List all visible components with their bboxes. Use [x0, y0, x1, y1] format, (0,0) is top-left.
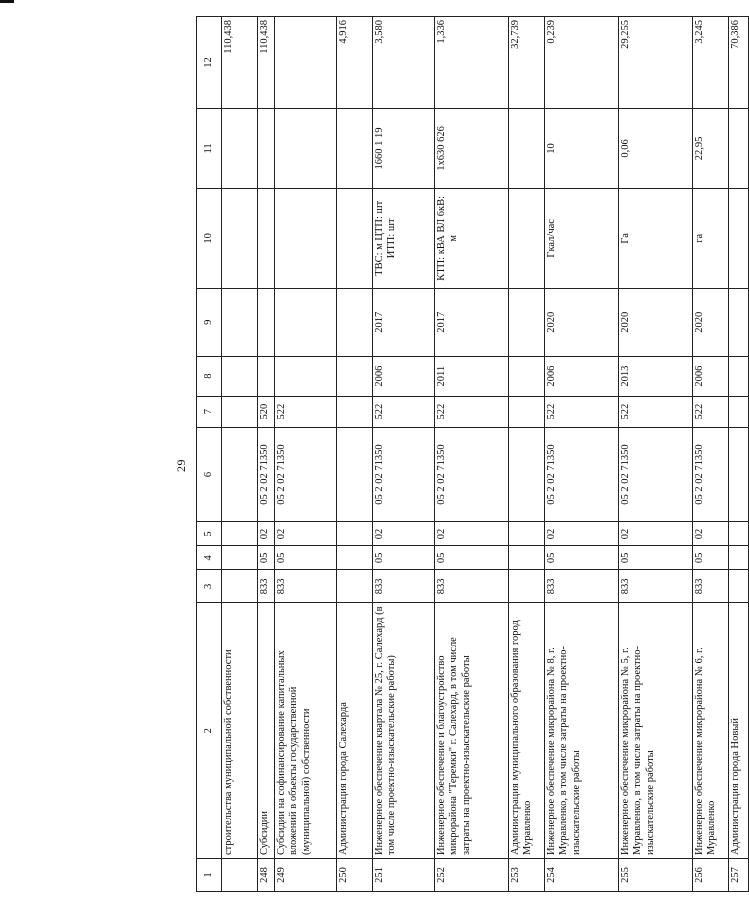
table-cell: [337, 356, 373, 396]
table-cell: [337, 188, 373, 288]
table-cell: [729, 109, 749, 189]
table-cell: 02: [619, 522, 693, 546]
table-cell: 05: [373, 546, 435, 570]
table-cell: 2020: [545, 288, 619, 356]
header-cell: 2: [197, 603, 222, 859]
header-cell: 5: [197, 522, 222, 546]
amount-cell: 3,245: [693, 17, 729, 109]
table-row: [729, 17, 749, 892]
table-cell: [509, 427, 545, 522]
table-cell: [729, 288, 749, 356]
table-cell: [337, 396, 373, 427]
row-number-cell: 255: [619, 859, 693, 892]
header-cell: 4: [197, 546, 222, 570]
table-cell: [222, 546, 258, 570]
table-row: [545, 17, 619, 892]
rotated-content: [16, 16, 741, 892]
row-number-cell: 256: [693, 859, 729, 892]
table-cell: [337, 546, 373, 570]
amount-cell: 4,916: [337, 17, 373, 109]
table-header-row: [197, 17, 222, 892]
table-cell: 1660 1 19: [373, 109, 435, 189]
table-row: [509, 17, 545, 892]
row-number-cell: 253: [509, 859, 545, 892]
header-cell: 11: [197, 109, 222, 189]
header-cell: 8: [197, 356, 222, 396]
page-number: 29: [174, 459, 188, 472]
table-cell: 2011: [435, 356, 509, 396]
table-cell: 22,95: [693, 109, 729, 189]
table-cell: [275, 288, 337, 356]
table-cell: [222, 188, 258, 288]
table-cell: 522: [545, 396, 619, 427]
table-cell: 05 2 02 71350: [258, 427, 275, 522]
row-number-cell: [222, 859, 258, 892]
table-row: [275, 17, 337, 892]
table-cell: 02: [435, 522, 509, 546]
amount-cell: 3,580: [373, 17, 435, 109]
table-cell: [509, 570, 545, 603]
table-cell: 05 2 02 71350: [373, 427, 435, 522]
table-row: [619, 17, 693, 892]
table-cell: [729, 396, 749, 427]
table-cell: [258, 109, 275, 189]
table-cell: [222, 522, 258, 546]
table-cell: 02: [693, 522, 729, 546]
table-cell: КТП: кВА ВЛ 6кВ: м: [435, 188, 509, 288]
table-cell: 522: [373, 396, 435, 427]
table-row: [222, 17, 258, 892]
table-row: [435, 17, 509, 892]
table-cell: 0,06: [619, 109, 693, 189]
row-number-cell: 248: [258, 859, 275, 892]
table-cell: 05: [435, 546, 509, 570]
table-cell: [275, 356, 337, 396]
header-cell: 6: [197, 427, 222, 522]
row-number-cell: 257: [729, 859, 749, 892]
table-cell: 05 2 02 71350: [435, 427, 509, 522]
budget-table: [196, 16, 749, 892]
header-cell: 9: [197, 288, 222, 356]
table-cell: 833: [693, 570, 729, 603]
row-number-cell: 252: [435, 859, 509, 892]
table-cell: [275, 188, 337, 288]
row-name-cell: Субсидии: [258, 603, 275, 859]
table-cell: 05: [275, 546, 337, 570]
table-cell: [509, 396, 545, 427]
table-cell: [509, 356, 545, 396]
amount-cell: 29,255: [619, 17, 693, 109]
table-cell: [729, 356, 749, 396]
table-cell: 833: [275, 570, 337, 603]
table-row: [337, 17, 373, 892]
table-cell: 522: [275, 396, 337, 427]
table-row: [373, 17, 435, 892]
table-cell: [222, 109, 258, 189]
table-row: [693, 17, 729, 892]
table-cell: [509, 546, 545, 570]
table-cell: 522: [693, 396, 729, 427]
amount-cell: 70,386: [729, 17, 749, 109]
table-cell: [509, 188, 545, 288]
row-name-cell: строительства муниципальной собственности: [222, 603, 258, 859]
table-cell: 02: [258, 522, 275, 546]
row-name-cell: Инженерное обеспечение квартала № 25, г. Салехард (в том числе проектно-изыскательские работы): [373, 603, 435, 859]
table-cell: 05: [545, 546, 619, 570]
table-cell: 05: [619, 546, 693, 570]
table-cell: 2020: [693, 288, 729, 356]
row-name-cell: Инженерное обеспечение микрорайона № 8, г. Муравленко, в том числе затраты на проектно-изыскательские работы: [545, 603, 619, 859]
amount-cell: 1,336: [435, 17, 509, 109]
table-cell: 05: [693, 546, 729, 570]
table-cell: [258, 288, 275, 356]
table-cell: [222, 356, 258, 396]
table-cell: 833: [435, 570, 509, 603]
table-cell: 833: [619, 570, 693, 603]
table-cell: Га: [619, 188, 693, 288]
table-cell: [337, 288, 373, 356]
table-cell: [258, 356, 275, 396]
table-cell: 833: [545, 570, 619, 603]
row-name-cell: Инженерное обеспечение микрорайона № 6, г. Муравленко: [693, 603, 729, 859]
table-cell: 02: [373, 522, 435, 546]
table-cell: 02: [275, 522, 337, 546]
table-cell: 05 2 02 71350: [693, 427, 729, 522]
row-number-cell: 249: [275, 859, 337, 892]
table-cell: [222, 427, 258, 522]
table-cell: 05 2 02 71350: [619, 427, 693, 522]
table-cell: га: [693, 188, 729, 288]
table-cell: 2006: [693, 356, 729, 396]
table-cell: 05 2 02 71350: [545, 427, 619, 522]
table-cell: [258, 188, 275, 288]
amount-cell: 110,438: [222, 17, 258, 109]
row-name-cell: Субсидии на софинансирование капитальных вложений в объекты государственной (муниципальной) собственности: [275, 603, 337, 859]
row-number-cell: 251: [373, 859, 435, 892]
amount-cell: [275, 17, 337, 109]
header-cell: 12: [197, 17, 222, 109]
table-cell: Гкал/час: [545, 188, 619, 288]
table-cell: 10: [545, 109, 619, 189]
table-cell: [222, 288, 258, 356]
table-cell: 05: [258, 546, 275, 570]
table-cell: ТВС: м ЦТП: шт ИТП: шт: [373, 188, 435, 288]
table-cell: 2017: [435, 288, 509, 356]
table-cell: [729, 522, 749, 546]
table-cell: 05 2 02 71350: [275, 427, 337, 522]
row-name-cell: Администрация города Салехарда: [337, 603, 373, 859]
table-cell: [222, 570, 258, 603]
row-name-cell: Администрация города Новый: [729, 603, 749, 859]
table-cell: 1х630 626: [435, 109, 509, 189]
scan-corner-mark: [0, 0, 14, 3]
row-number-cell: 250: [337, 859, 373, 892]
table-cell: [729, 188, 749, 288]
table-row: [258, 17, 275, 892]
header-cell: 10: [197, 188, 222, 288]
table-cell: 02: [545, 522, 619, 546]
table-cell: [275, 109, 337, 189]
table-cell: [509, 288, 545, 356]
table-cell: 522: [435, 396, 509, 427]
table-cell: [729, 427, 749, 522]
table-cell: [222, 396, 258, 427]
table-cell: 833: [258, 570, 275, 603]
table-cell: 2006: [373, 356, 435, 396]
table-cell: [509, 522, 545, 546]
table-cell: [337, 522, 373, 546]
table-cell: 2013: [619, 356, 693, 396]
amount-cell: 110,438: [258, 17, 275, 109]
table-cell: 520: [258, 396, 275, 427]
header-cell: 7: [197, 396, 222, 427]
row-name-cell: Администрация муниципального образования город Муравленко: [509, 603, 545, 859]
amount-cell: 0,239: [545, 17, 619, 109]
header-cell: 3: [197, 570, 222, 603]
amount-cell: 32,739: [509, 17, 545, 109]
header-cell: 1: [197, 859, 222, 892]
table-cell: [337, 109, 373, 189]
table-cell: 2017: [373, 288, 435, 356]
table-cell: 2006: [545, 356, 619, 396]
table-cell: [509, 109, 545, 189]
table-cell: 833: [373, 570, 435, 603]
row-name-cell: Инженерное обеспечение и благоустройство микрорайона "Теремки" г. Салехард, в том числе затраты на проектно-изыскательские работы: [435, 603, 509, 859]
table-cell: [729, 546, 749, 570]
table-cell: [337, 427, 373, 522]
table-cell: 2020: [619, 288, 693, 356]
table-cell: [337, 570, 373, 603]
row-name-cell: Инженерное обеспечение микрорайона № 5, г. Муравленко, в том числе затраты на проектно-изыскательские работы: [619, 603, 693, 859]
table-cell: 522: [619, 396, 693, 427]
table-cell: [729, 570, 749, 603]
row-number-cell: 254: [545, 859, 619, 892]
